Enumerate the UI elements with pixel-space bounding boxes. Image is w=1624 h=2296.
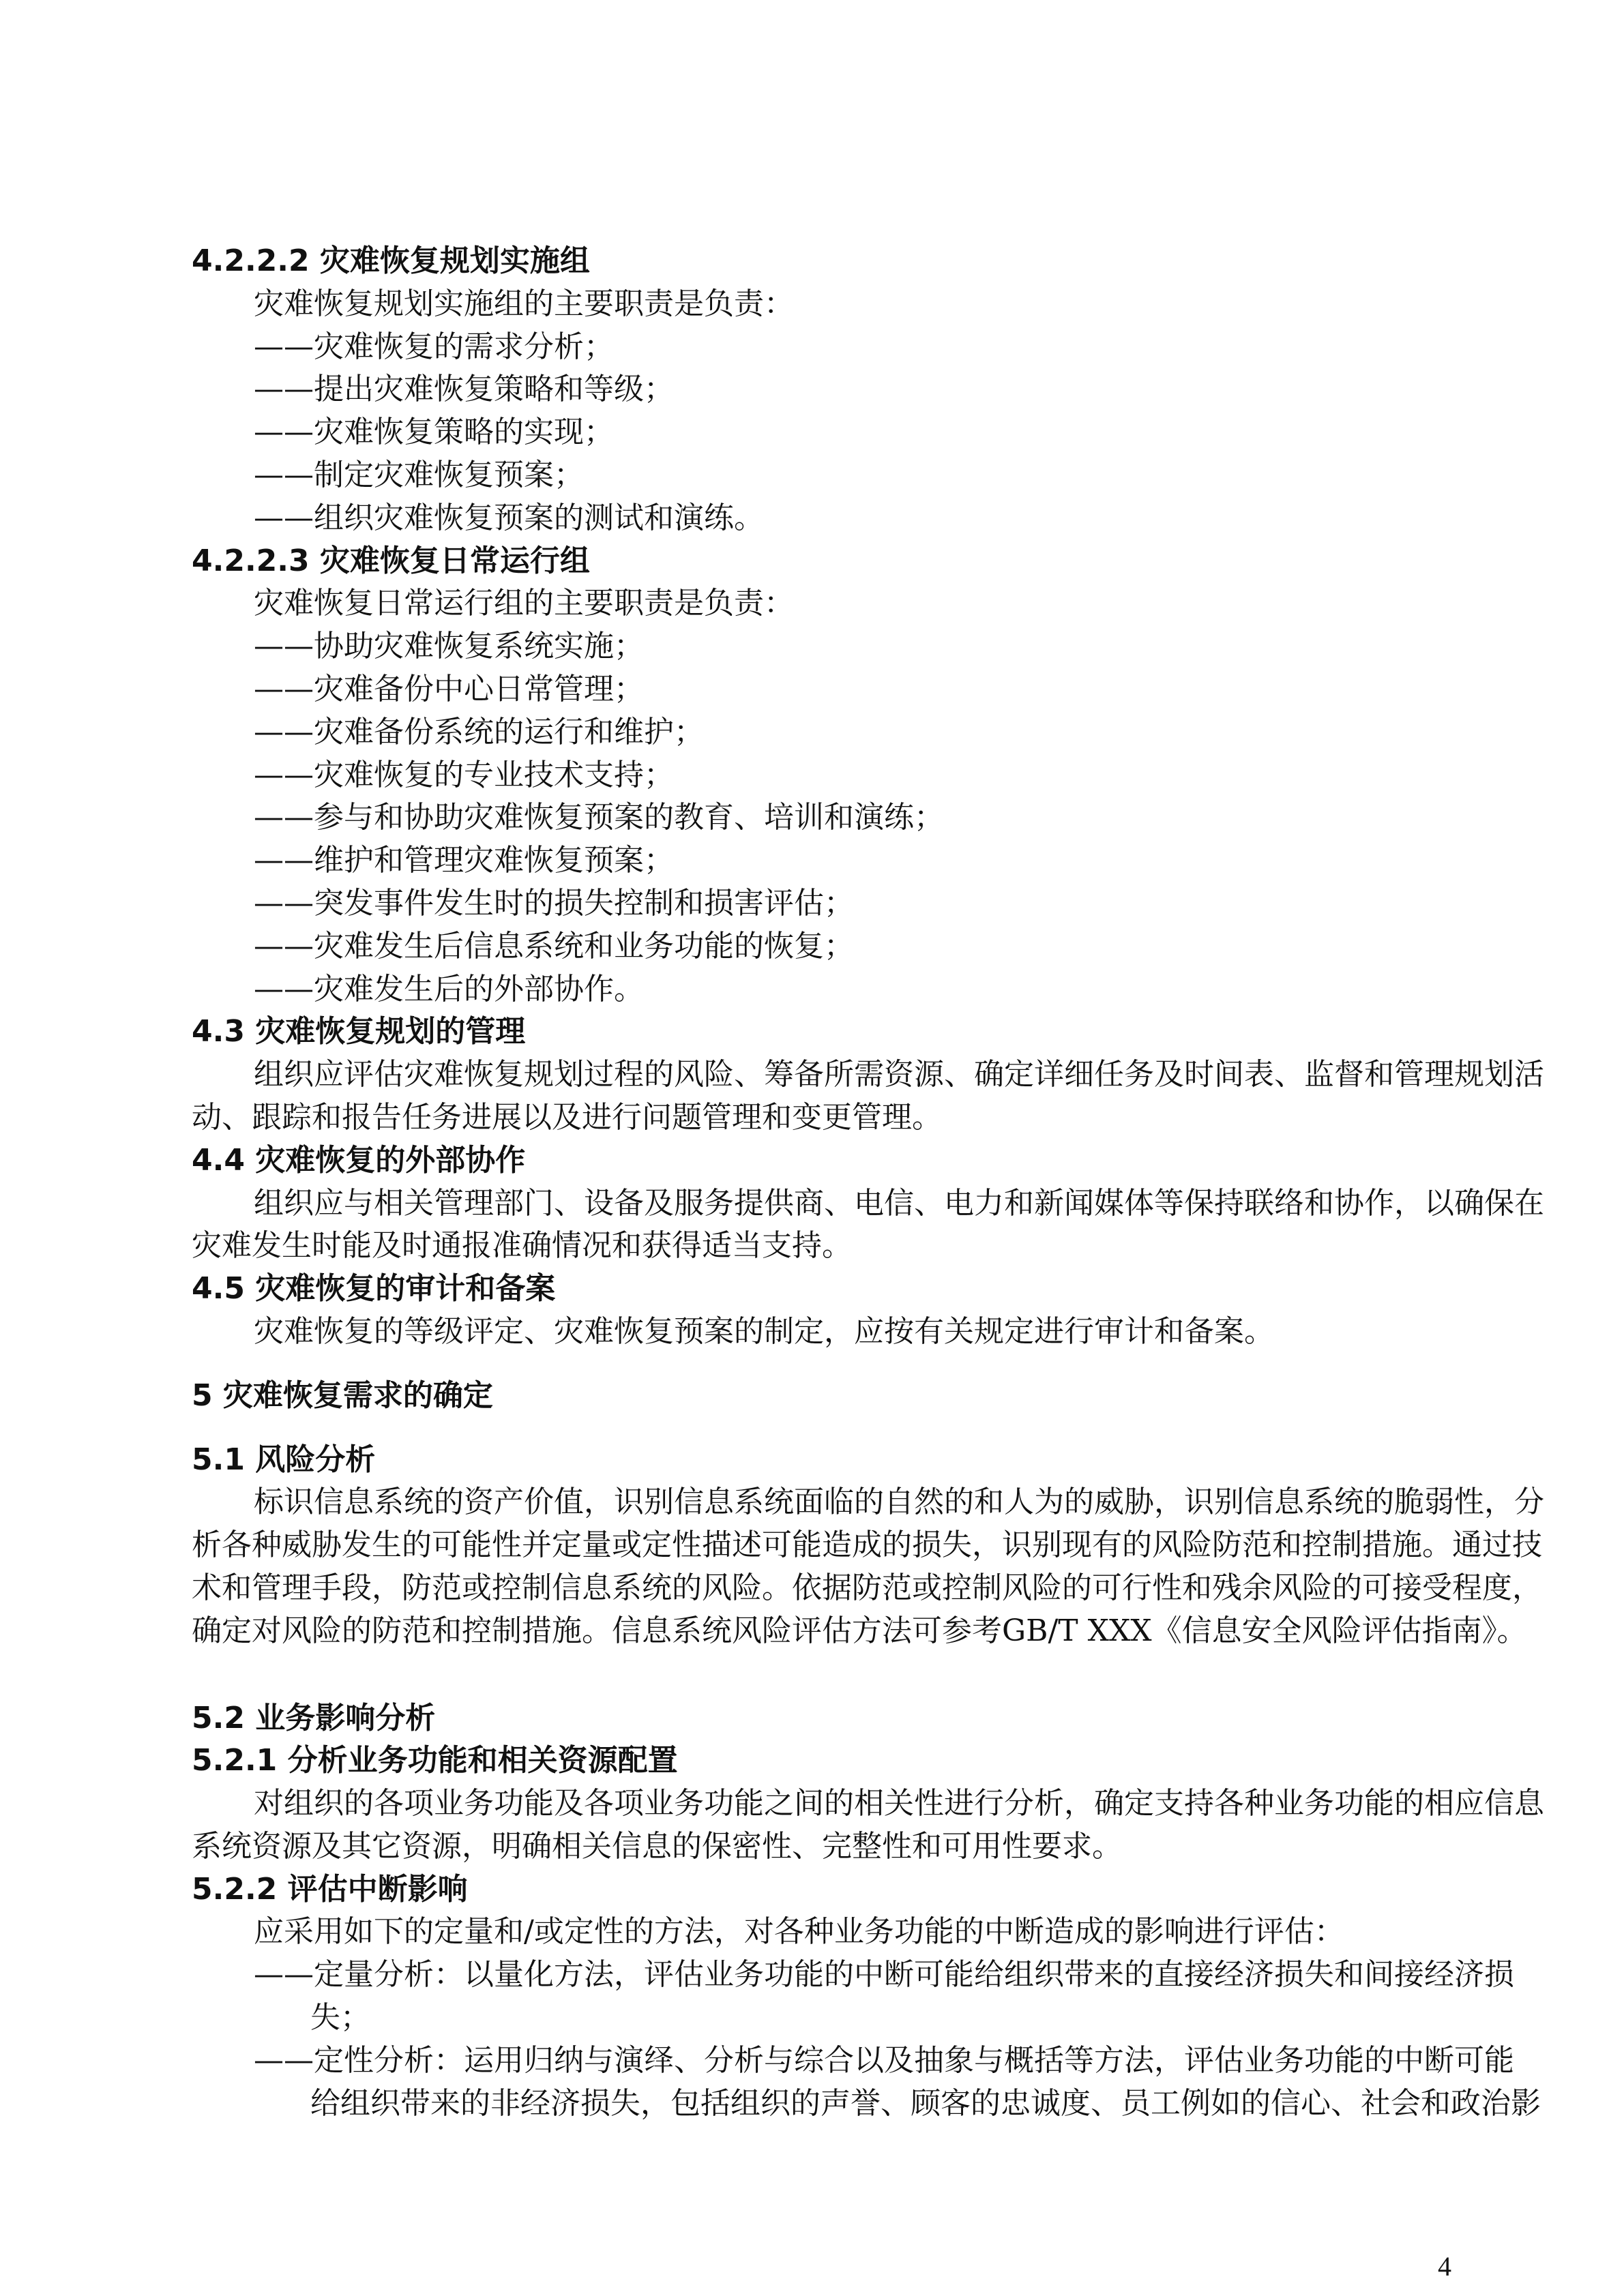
paragraph: 灾难恢复规划实施组的主要职责是负责：	[254, 286, 794, 321]
list-item: ——组织灾难恢复预案的测试和演练。	[254, 500, 764, 535]
page-number: 4	[1438, 2251, 1451, 2282]
list-item: ——灾难备份系统的运行和维护；	[254, 714, 704, 749]
list-item: ——灾难发生后信息系统和业务功能的恢复；	[254, 928, 854, 964]
document-page	[192, 240, 1544, 2125]
heading-4-2-2-3: 4.2.2.3 灾难恢复日常运行组	[192, 543, 590, 578]
heading-5: 5 灾难恢复需求的确定	[192, 1377, 493, 1413]
paragraph-line: 组织应与相关管理部门、设备及服务提供商、电信、电力和新闻媒体等保持联络和协作，以确保在	[254, 1185, 1544, 1221]
heading-5-2-1: 5.2.1 分析业务功能和相关资源配置	[192, 1743, 678, 1778]
paragraph-line: 标识信息系统的资产价值，识别信息系统面临的自然的和人为的威胁，识别信息系统的脆弱性，分	[254, 1485, 1544, 1520]
paragraph-line: 动、跟踪和报告任务进展以及进行问题管理和变更管理。	[192, 1099, 942, 1135]
list-item: ——提出灾难恢复策略和等级；	[254, 372, 674, 407]
heading-4-5: 4.5 灾难恢复的审计和备案	[192, 1271, 556, 1307]
paragraph-line: 组织应评估灾难恢复规划过程的风险、筹备所需资源、确定详细任务及时间表、监督和管理规划活	[254, 1057, 1544, 1092]
paragraph-line: 对组织的各项业务功能及各项业务功能之间的相关性进行分析，确定支持各种业务功能的相应信息	[254, 1786, 1544, 1821]
paragraph: 灾难恢复日常运行组的主要职责是负责：	[254, 586, 794, 621]
heading-4-4: 4.4 灾难恢复的外部协作	[192, 1142, 526, 1178]
list-item-continuation: 给组织带来的非经济损失，包括组织的声誉、顾客的忠诚度、员工例如的信心、社会和政治影	[310, 2085, 1541, 2121]
list-item: ——灾难恢复策略的实现；	[254, 415, 614, 450]
paragraph-line: 灾难恢复的等级评定、灾难恢复预案的制定，应按有关规定进行审计和备案。	[254, 1313, 1274, 1349]
paragraph-line: 系统资源及其它资源，明确相关信息的保密性、完整性和可用性要求。	[192, 1828, 1122, 1864]
list-item: ——协助灾难恢复系统实施；	[254, 629, 644, 664]
paragraph-line: 术和管理手段，防范或控制信息系统的风险。依据防范或控制风险的可行性和残余风险的可接受程度，	[192, 1570, 1542, 1605]
heading-4-3: 4.3 灾难恢复规划的管理	[192, 1014, 526, 1049]
heading-5-2-2: 5.2.2 评估中断影响	[192, 1871, 468, 1907]
heading-5-1: 5.1 风险分析	[192, 1442, 376, 1477]
paragraph-line: 确定对风险的防范和控制措施。信息系统风险评估方法可参考GB/T XXX《信息安全风险评估指南》。	[192, 1613, 1527, 1648]
heading-5-2: 5.2 业务影响分析	[192, 1700, 436, 1735]
list-item: ——灾难恢复的专业技术支持；	[254, 757, 674, 792]
list-item: ——灾难发生后的外部协作。	[254, 971, 644, 1007]
list-item: ——突发事件发生时的损失控制和损害评估；	[254, 885, 854, 921]
paragraph: 应采用如下的定量和/或定性的方法，对各种业务功能的中断造成的影响进行评估：	[254, 1914, 1344, 1950]
list-item: ——定量分析：以量化方法，评估业务功能的中断可能给组织带来的直接经济损失和间接经济损	[254, 1957, 1514, 1993]
heading-4-2-2-2: 4.2.2.2 灾难恢复规划实施组	[192, 243, 590, 278]
list-item: ——定性分析：运用归纳与演绎、分析与综合以及抽象与概括等方法，评估业务功能的中断可能	[254, 2042, 1514, 2078]
list-item: ——维护和管理灾难恢复预案；	[254, 843, 674, 878]
list-item: ——参与和协助灾难恢复预案的教育、培训和演练；	[254, 800, 944, 835]
paragraph-line: 析各种威胁发生的可能性并定量或定性描述可能造成的损失，识别现有的风险防范和控制措施。通过技	[192, 1527, 1542, 1563]
list-item: ——灾难恢复的需求分析；	[254, 329, 614, 364]
list-item: ——灾难备份中心日常管理；	[254, 671, 644, 706]
paragraph-line: 灾难发生时能及时通报准确情况和获得适当支持。	[192, 1228, 852, 1264]
list-item-continuation: 失；	[310, 2000, 370, 2036]
list-item: ——制定灾难恢复预案；	[254, 457, 584, 492]
